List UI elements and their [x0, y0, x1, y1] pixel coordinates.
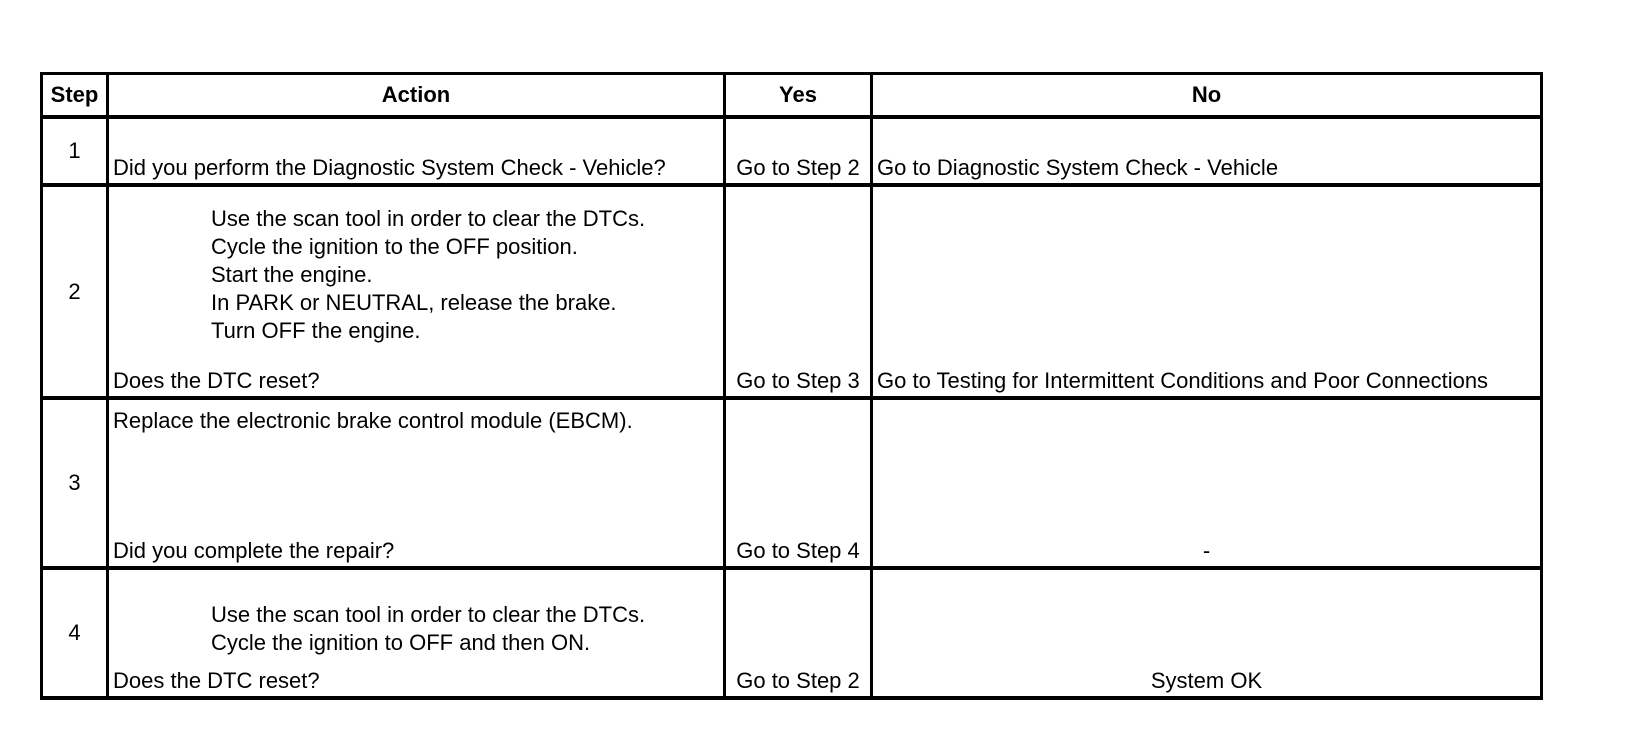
action-question: Does the DTC reset? — [113, 367, 320, 393]
table-row — [42, 398, 1542, 568]
table-row — [42, 185, 1542, 398]
action-question: Did you perform the Diagnostic System Check - Vehicle? — [113, 154, 666, 180]
step-number: 2 — [42, 185, 108, 398]
substep-item: Use the scan tool in order to clear the DTCs. — [211, 205, 646, 231]
step-number: 4 — [42, 568, 108, 698]
step-number: 3 — [42, 398, 108, 568]
action-instruction: Replace the electronic brake control module (EBCM). — [113, 408, 633, 433]
no-cell: Go to Testing for Intermittent Conditions and Poor Connections — [872, 185, 1542, 398]
action-cell — [108, 398, 725, 568]
action-question: Does the DTC reset? — [113, 667, 320, 693]
substep-list — [113, 205, 719, 345]
header-no: No — [872, 74, 1542, 118]
header-step: Step — [42, 74, 108, 118]
no-cell: Go to Diagnostic System Check - Vehicle — [872, 117, 1542, 185]
yes-cell: Go to Step 4 — [725, 398, 872, 568]
diagnostic-table — [40, 72, 1543, 700]
substep-list — [113, 601, 719, 657]
table-row — [42, 568, 1542, 698]
action-question: Did you complete the repair? — [113, 537, 395, 563]
header-yes: Yes — [725, 74, 872, 118]
table-header-row — [42, 74, 1542, 118]
substep-item: Cycle the ignition to OFF and then ON. — [211, 629, 591, 655]
substep-item: Cycle the ignition to the OFF position. — [211, 233, 578, 259]
yes-cell: Go to Step 2 — [725, 117, 872, 185]
action-cell — [108, 568, 725, 698]
substep-item: Use the scan tool in order to clear the DTCs. — [211, 601, 646, 627]
substep-item: Turn OFF the engine. — [211, 317, 421, 343]
no-cell: System OK — [872, 568, 1542, 698]
action-cell — [108, 117, 725, 185]
substep-item: In PARK or NEUTRAL, release the brake. — [211, 289, 617, 315]
substep-item: Start the engine. — [211, 261, 373, 287]
table-row — [42, 117, 1542, 185]
yes-cell: Go to Step 2 — [725, 568, 872, 698]
yes-cell: Go to Step 3 — [725, 185, 872, 398]
action-cell — [108, 185, 725, 398]
header-action: Action — [108, 74, 725, 118]
step-number: 1 — [42, 117, 108, 185]
no-cell: - — [872, 398, 1542, 568]
